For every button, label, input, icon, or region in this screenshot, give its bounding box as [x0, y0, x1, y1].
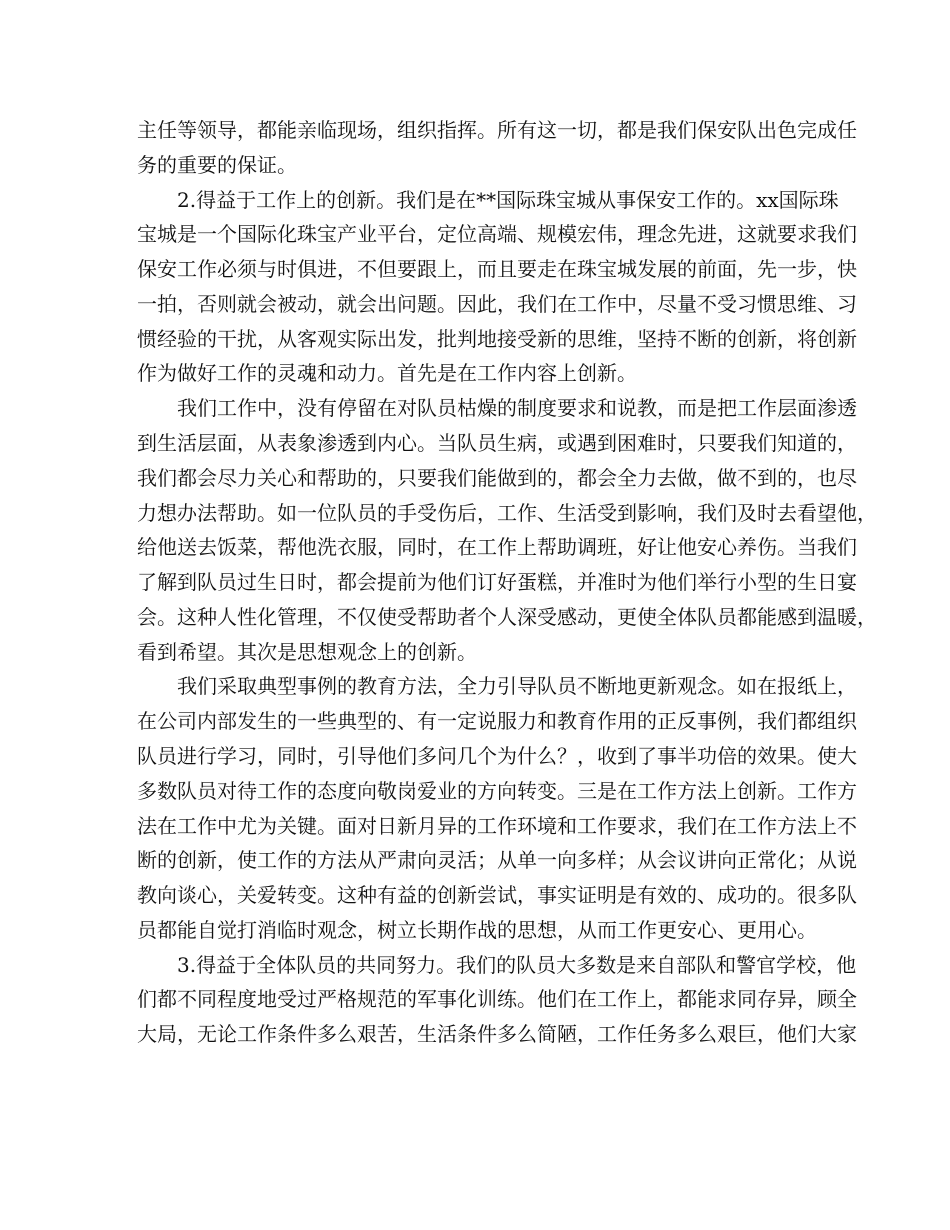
text-line: 主任等领导，都能亲临现场，组织指挥。所有这一切，都是我们保安队出色完成任: [137, 118, 857, 142]
text-line: 断的创新，使工作的方法从严肃向灵活；从单一向多样；从会议讲向正常化；从说: [137, 848, 857, 872]
paragraph-first-line: 我们采取典型事例的教育方法，全力引导队员不断地更新观念。如在报纸上，: [177, 674, 857, 698]
paragraph-first-line: 2.得益于工作上的创新。我们是在**国际珠宝城从事保安工作的。xx国际珠: [177, 188, 839, 212]
text-line: 在公司内部发生的一些典型的、有一定说服力和教育作用的正反事例，我们都组织: [137, 709, 857, 733]
text-line: 多数队员对待工作的态度向敬岗爱业的方向转变。三是在工作方法上创新。工作方: [137, 779, 857, 803]
text-line: 力想办法帮助。如一位队员的手受伤后，工作、生活受到影响，我们及时去看望他，: [137, 501, 877, 525]
text-line: 大局，无论工作条件多么艰苦，生活条件多么简陋，工作任务多么艰巨，他们大家: [137, 1022, 857, 1046]
text-line: 们都不同程度地受过严格规范的军事化训练。他们在工作上，都能求同存异，顾全: [137, 987, 857, 1011]
text-line: 我们都会尽力关心和帮助的，只要我们能做到的，都会全力去做，做不到的，也尽: [137, 466, 857, 490]
text-line: 队员进行学习，同时，引导他们多问几个为什么？，收到了事半功倍的效果。使大: [137, 744, 857, 768]
text-line: 了解到队员过生日时，都会提前为他们订好蛋糕，并准时为他们举行小型的生日宴: [137, 570, 857, 594]
text-line: 惯经验的干扰，从客观实际出发，批判地接受新的思维，坚持不断的创新，将创新: [137, 327, 857, 351]
text-line: 教向谈心，关爱转变。这种有益的创新尝试，事实证明是有效的、成功的。很多队: [137, 883, 857, 907]
text-line: 员都能自觉打消临时观念，树立长期作战的思想，从而工作更安心、更用心。: [137, 918, 817, 942]
text-line: 一拍，否则就会被动，就会出问题。因此，我们在工作中，尽量不受习惯思维、习: [137, 292, 857, 316]
text-line: 法在工作中尤为关键。面对日新月异的工作环境和工作要求，我们在工作方法上不: [137, 814, 857, 838]
text-line: 看到希望。其次是思想观念上的创新。: [137, 640, 477, 664]
paragraph-first-line: 我们工作中，没有停留在对队员枯燥的制度要求和说教，而是把工作层面渗透: [177, 396, 857, 420]
paragraph-first-line: 3.得益于全体队员的共同努力。我们的队员大多数是来自部队和警官学校，他: [177, 953, 857, 977]
text-line: 保安工作必须与时俱进，不但要跟上，而且要走在珠宝城发展的前面，先一步，快: [137, 257, 857, 281]
text-line: 宝城是一个国际化珠宝产业平台，定位高端、规模宏伟，理念先进，这就要求我们: [137, 222, 857, 246]
text-line: 会。这种人性化管理，不仅使受帮助者个人深受感动，更使全体队员都能感到温暖，: [137, 605, 877, 629]
text-line: 务的重要的保证。: [137, 153, 297, 177]
text-line: 作为做好工作的灵魂和动力。首先是在工作内容上创新。: [137, 361, 637, 385]
text-line: 给他送去饭菜，帮他洗衣服，同时，在工作上帮助调班，好让他安心养伤。当我们: [137, 535, 857, 559]
text-line: 到生活层面，从表象渗透到内心。当队员生病，或遇到困难时，只要我们知道的，: [137, 431, 857, 455]
